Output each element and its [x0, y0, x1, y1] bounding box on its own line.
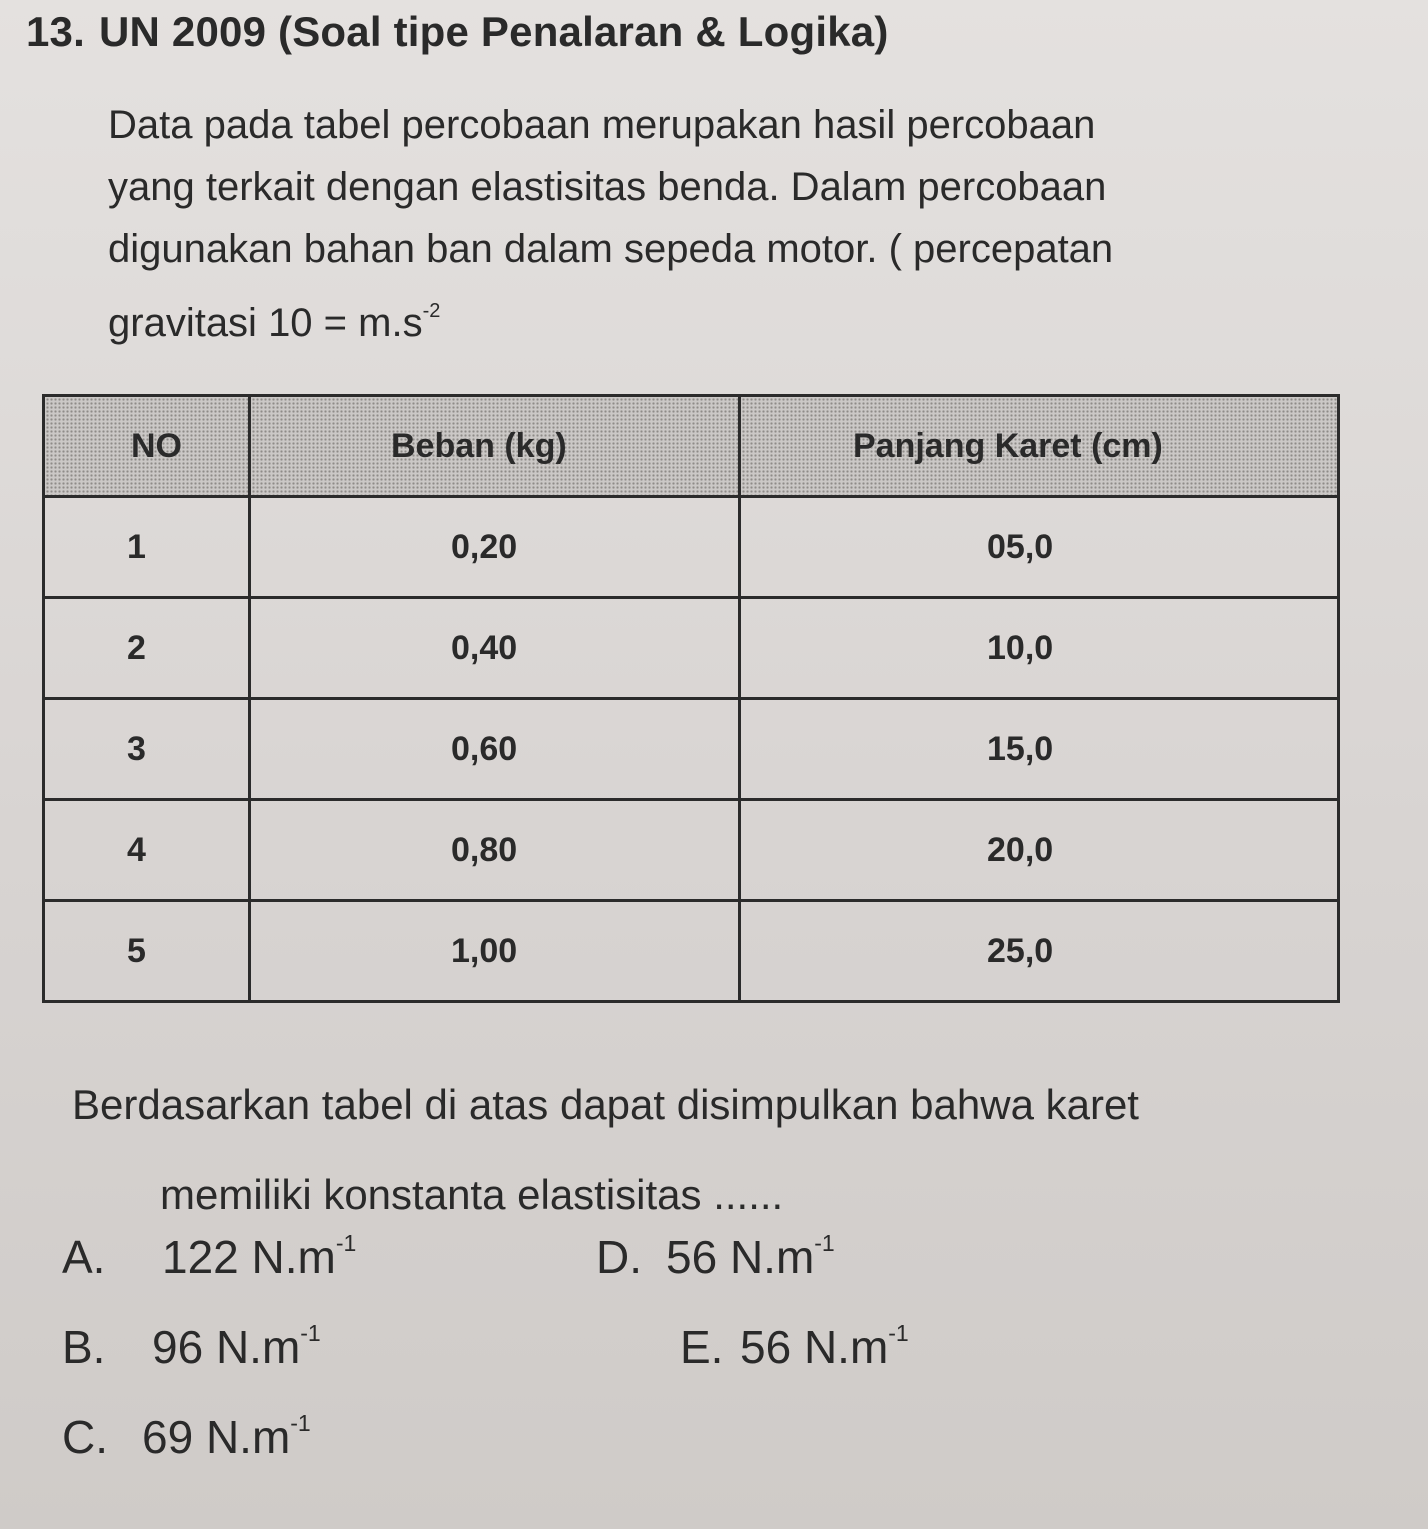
cell-no: 3 — [44, 699, 250, 800]
question-heading — [26, 8, 889, 56]
option-value: 122 N.m — [162, 1231, 336, 1283]
option-letter: D. — [596, 1231, 642, 1283]
cell-beban: 0,20 — [250, 497, 740, 598]
gravity-line — [108, 280, 1398, 354]
option-letter: B. — [62, 1321, 106, 1373]
option-exponent: -1 — [290, 1410, 311, 1437]
gravity-value: 10 = m.s — [268, 301, 423, 345]
gravity-exponent: -2 — [422, 300, 441, 322]
option-exponent: -1 — [888, 1320, 909, 1347]
cell-panjang-karet: 25,0 — [740, 901, 1339, 1002]
question-title: UN 2009 (Soal tipe Penalaran & Logika) — [99, 8, 889, 55]
cell-beban: 0,40 — [250, 598, 740, 699]
intro-line: yang terkait dengan elastisitas benda. Dalam percobaan — [108, 165, 1107, 209]
header-no: NO — [44, 396, 250, 497]
cell-panjang-karet: 15,0 — [740, 699, 1339, 800]
intro-line: digunakan bahan ban dalam sepeda motor. ( percepatan — [108, 227, 1114, 271]
cell-beban: 1,00 — [250, 901, 740, 1002]
option-d[interactable] — [596, 1230, 835, 1284]
cell-panjang-karet: 20,0 — [740, 800, 1339, 901]
table-row — [44, 800, 1339, 901]
option-letter: E. — [680, 1321, 724, 1373]
option-b[interactable] — [62, 1320, 321, 1374]
option-exponent: -1 — [814, 1230, 835, 1257]
cell-panjang-karet: 10,0 — [740, 598, 1339, 699]
option-c[interactable] — [62, 1410, 311, 1464]
question-prompt — [72, 1060, 1412, 1240]
option-exponent: -1 — [335, 1230, 357, 1257]
table-row — [44, 901, 1339, 1002]
question-number: 13. — [26, 8, 85, 55]
option-value: 69 N.m — [142, 1411, 291, 1463]
experiment-table — [42, 394, 1340, 1003]
table-row — [44, 497, 1339, 598]
cell-no: 4 — [44, 800, 250, 901]
cell-beban: 0,80 — [250, 800, 740, 901]
option-value: 96 N.m — [152, 1321, 301, 1373]
option-e[interactable] — [680, 1320, 909, 1374]
option-a[interactable] — [62, 1230, 356, 1284]
option-exponent: -1 — [300, 1320, 321, 1347]
gravity-prefix: gravitasi — [108, 301, 269, 345]
option-value: 56 N.m — [666, 1231, 815, 1283]
cell-panjang-karet: 05,0 — [740, 497, 1339, 598]
question-intro — [108, 94, 1398, 354]
header-beban: Beban (kg) — [250, 396, 740, 497]
option-letter: A. — [62, 1231, 106, 1283]
table-row — [44, 598, 1339, 699]
cell-no: 2 — [44, 598, 250, 699]
header-panjang-karet: Panjang Karet (cm) — [740, 396, 1339, 497]
table-row — [44, 699, 1339, 800]
table-header-row — [44, 396, 1339, 497]
prompt-line: memiliki konstanta elastisitas ...... — [160, 1171, 784, 1218]
option-value: 56 N.m — [740, 1321, 889, 1373]
prompt-line: Berdasarkan tabel di atas dapat disimpulkan bahwa karet — [72, 1081, 1139, 1128]
cell-beban: 0,60 — [250, 699, 740, 800]
intro-line: Data pada tabel percobaan merupakan hasil percobaan — [108, 103, 1096, 147]
cell-no: 1 — [44, 497, 250, 598]
option-letter: C. — [62, 1411, 108, 1463]
cell-no: 5 — [44, 901, 250, 1002]
